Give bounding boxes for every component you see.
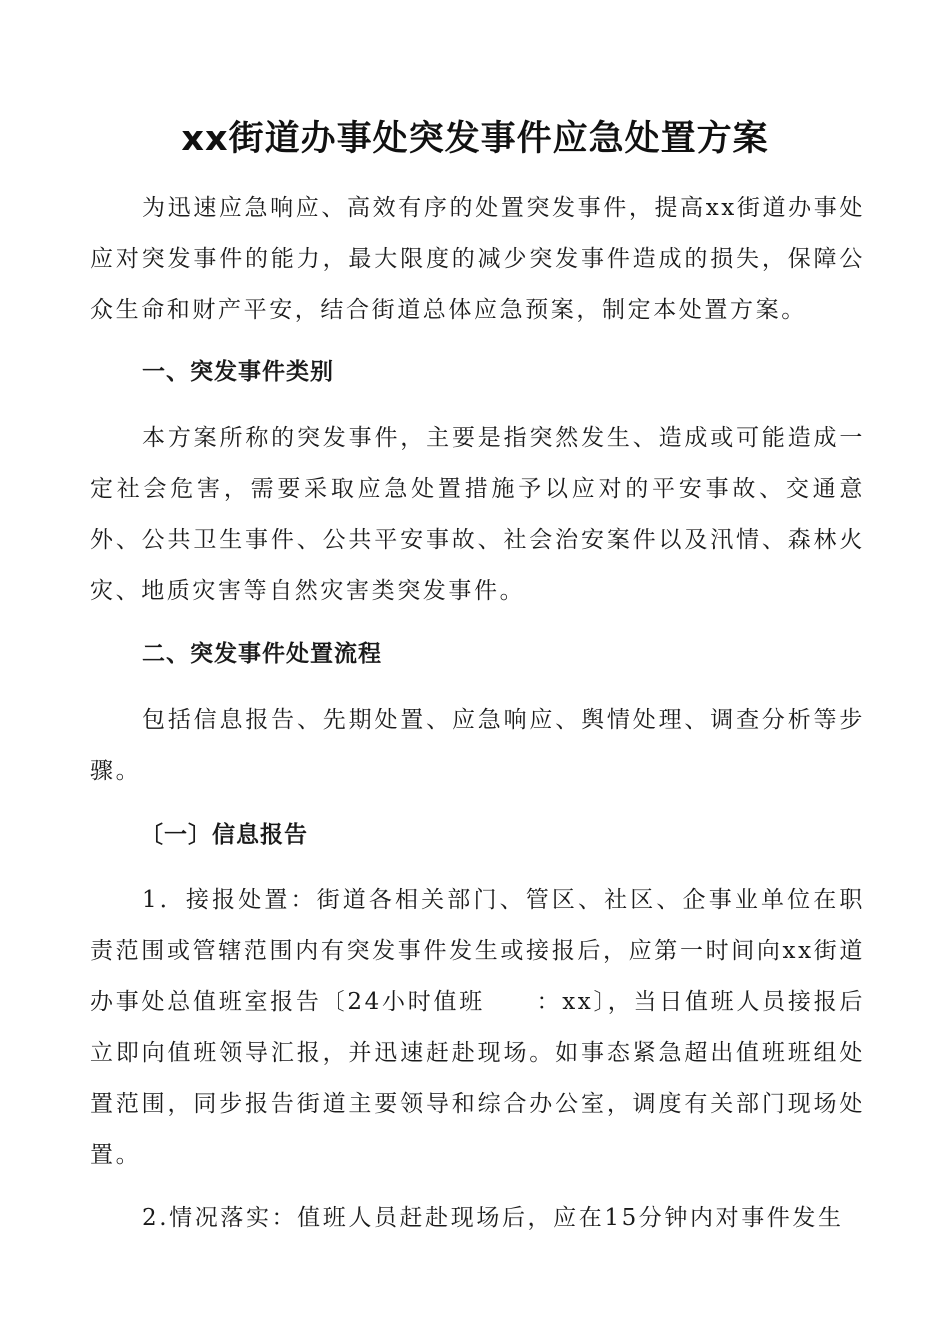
- intro-paragraph: 为迅速应急响应、高效有序的处置突发事件，提高xx街道办事处应对突发事件的能力，最大限度的减少突发事件造成的损失，保障公众生命和财产平安，结合街道总体应急预案，制定本处置方案。: [90, 195, 865, 323]
- section1-paragraph: 本方案所称的突发事件，主要是指突然发生、造成或可能造成一定社会危害，需要采取应急处置措施予以应对的平安事故、交通意外、公共卫生事件、公共平安事故、社会治安案件以及汛情、森林火灾、地质灾害等自然灾害类突发事件。: [90, 425, 865, 604]
- item2-paragraph: 2.情况落实：值班人员赶赴现场后，应在15分钟内对事件发生: [142, 1205, 844, 1231]
- document-title: xx街道办事处突发事件应急处置方案: [181, 119, 769, 159]
- section2-heading: 二、突发事件处置流程: [142, 641, 382, 667]
- section2-paragraph: 包括信息报告、先期处置、应急响应、舆情处理、调查分析等步骤。: [90, 707, 865, 784]
- item1-paragraph: 1．接报处置：街道各相关部门、管区、社区、企事业单位在职责范围或管辖范围内有突发事件发生或接报后，应第一时间向xx街道办事处总值班室报告〔24小时值班 ：xx〕，当日值班人员接报后立即向值班领导汇报，并迅速赶赴现场。如事态紧急超出值班班组处置范围，同步报告街道主要领导和综合办公室，调度有关部门现场处置。: [90, 887, 865, 1168]
- section1-heading: 一、突发事件类别: [142, 359, 334, 385]
- subsection1-heading: 〔一〕信息报告: [140, 822, 308, 848]
